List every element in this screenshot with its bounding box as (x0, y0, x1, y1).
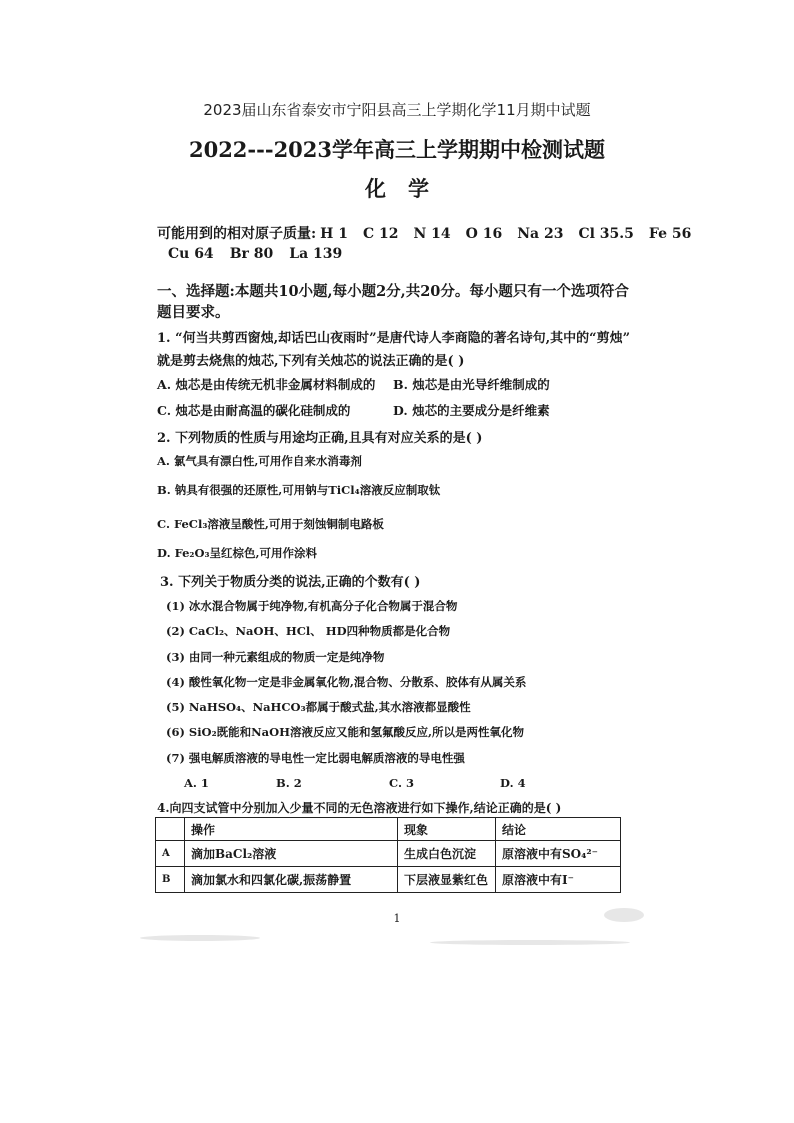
table-row (156, 867, 621, 893)
table-header-conclusion: 结论 (496, 818, 621, 841)
page-number: 1 (393, 912, 401, 925)
row-label: A (156, 841, 185, 867)
mass-h: H 1 (320, 226, 349, 242)
scan-noise (604, 908, 644, 922)
q1-option-b: B. 烛芯是由光导纤维制成的 (393, 377, 550, 392)
mass-fe: Fe 56 (648, 226, 692, 242)
mass-br: Br 80 (229, 246, 274, 262)
q1-stem-line2: 就是剪去烧焦的烛芯,下列有关烛芯的说法正确的是( ) (157, 354, 465, 369)
table-header-operation: 操作 (185, 818, 398, 841)
mass-o: O 16 (465, 226, 503, 242)
mass-n: N 14 (413, 226, 451, 242)
table-header-row (156, 818, 621, 841)
q1-stem-line1: 1. “何当共剪西窗烛,却话巴山夜雨时”是唐代诗人李商隐的著名诗句,其中的“剪烛” (157, 331, 631, 346)
q3-item-6: (6) SiO₂既能和NaOH溶液反应又能和氢氟酸反应,所以是两性氧化物 (166, 725, 524, 739)
q2-option-d: D. Fe₂O₃呈红棕色,可用作涂料 (157, 546, 318, 560)
table-row (156, 841, 621, 867)
exam-title: 2022---2023学年高三上学期期中检测试题 (188, 137, 606, 162)
q3-option-a: A. 1 (184, 776, 209, 790)
atomic-masses-line1 (157, 223, 691, 243)
row-operation: 滴加氯水和四氯化碳,振荡静置 (185, 867, 398, 893)
q3-item-7: (7) 强电解质溶液的导电性一定比弱电解质溶液的导电性强 (166, 751, 465, 765)
subject-title: 化学 (365, 176, 451, 201)
q2-option-b: B. 钠具有很强的还原性,可用钠与TiCl₄溶液反应制取钛 (157, 483, 441, 497)
q1-option-a: A. 烛芯是由传统无机非金属材料制成的 (157, 377, 376, 392)
q3-item-2: (2) CaCl₂、NaOH、HCl、 HD四种物质都是化合物 (166, 624, 451, 638)
q3-stem: 3. 下列关于物质分类的说法,正确的个数有( ) (160, 575, 421, 590)
scan-noise (140, 935, 260, 941)
mass-la: La 139 (289, 246, 343, 262)
q2-stem: 2. 下列物质的性质与用途均正确,且具有对应关系的是( ) (157, 431, 483, 446)
q4-answer-table (155, 817, 621, 893)
mass-cu: Cu 64 (168, 246, 214, 262)
atomic-masses-line2 (168, 246, 358, 262)
q3-item-1: (1) 冰水混合物属于纯净物,有机高分子化合物属于混合物 (166, 599, 458, 613)
q3-option-d: D. 4 (500, 776, 526, 790)
q1-option-d: D. 烛芯的主要成分是纤维素 (393, 403, 550, 418)
row-phenomenon: 下层液显紫红色 (398, 867, 496, 893)
q3-option-b: B. 2 (276, 776, 302, 790)
q1-option-c: C. 烛芯是由耐高温的碳化硅制成的 (157, 403, 351, 418)
row-phenomenon: 生成白色沉淀 (398, 841, 496, 867)
document-title: 2023届山东省泰安市宁阳县高三上学期化学11月期中试题 (203, 101, 591, 119)
q4-stem: 4.向四支试管中分别加入少量不同的无色溶液进行如下操作,结论正确的是( ) (157, 801, 562, 815)
row-operation: 滴加BaCl₂溶液 (185, 841, 398, 867)
q2-option-c: C. FeCl₃溶液呈酸性,可用于刻蚀铜制电路板 (157, 517, 384, 531)
table-header-blank (156, 818, 185, 841)
row-conclusion: 原溶液中有I⁻ (496, 867, 621, 893)
q3-item-3: (3) 由同一种元素组成的物质一定是纯净物 (166, 650, 385, 664)
mass-c: C 12 (363, 226, 399, 242)
mass-cl: Cl 35.5 (578, 226, 634, 242)
q3-item-5: (5) NaHSO₄、NaHCO₃都属于酸式盐,其水溶液都显酸性 (166, 700, 471, 714)
scan-noise (430, 940, 630, 945)
q2-option-a: A. 氯气具有漂白性,可用作自来水消毒剂 (157, 454, 362, 468)
row-conclusion: 原溶液中有SO₄²⁻ (496, 841, 621, 867)
atomic-masses-label: 可能用到的相对原子质量: (157, 226, 317, 242)
q3-option-c: C. 3 (389, 776, 414, 790)
section-heading: 一、选择题:本题共10小题,每小题2分,共20分。每小题只有一个选项符合题目要求。 (157, 283, 629, 321)
row-label: B (156, 867, 185, 893)
table-header-phenomenon: 现象 (398, 818, 496, 841)
q3-item-4: (4) 酸性氧化物一定是非金属氧化物,混合物、分散系、胶体有从属关系 (166, 675, 527, 689)
mass-na: Na 23 (517, 226, 564, 242)
